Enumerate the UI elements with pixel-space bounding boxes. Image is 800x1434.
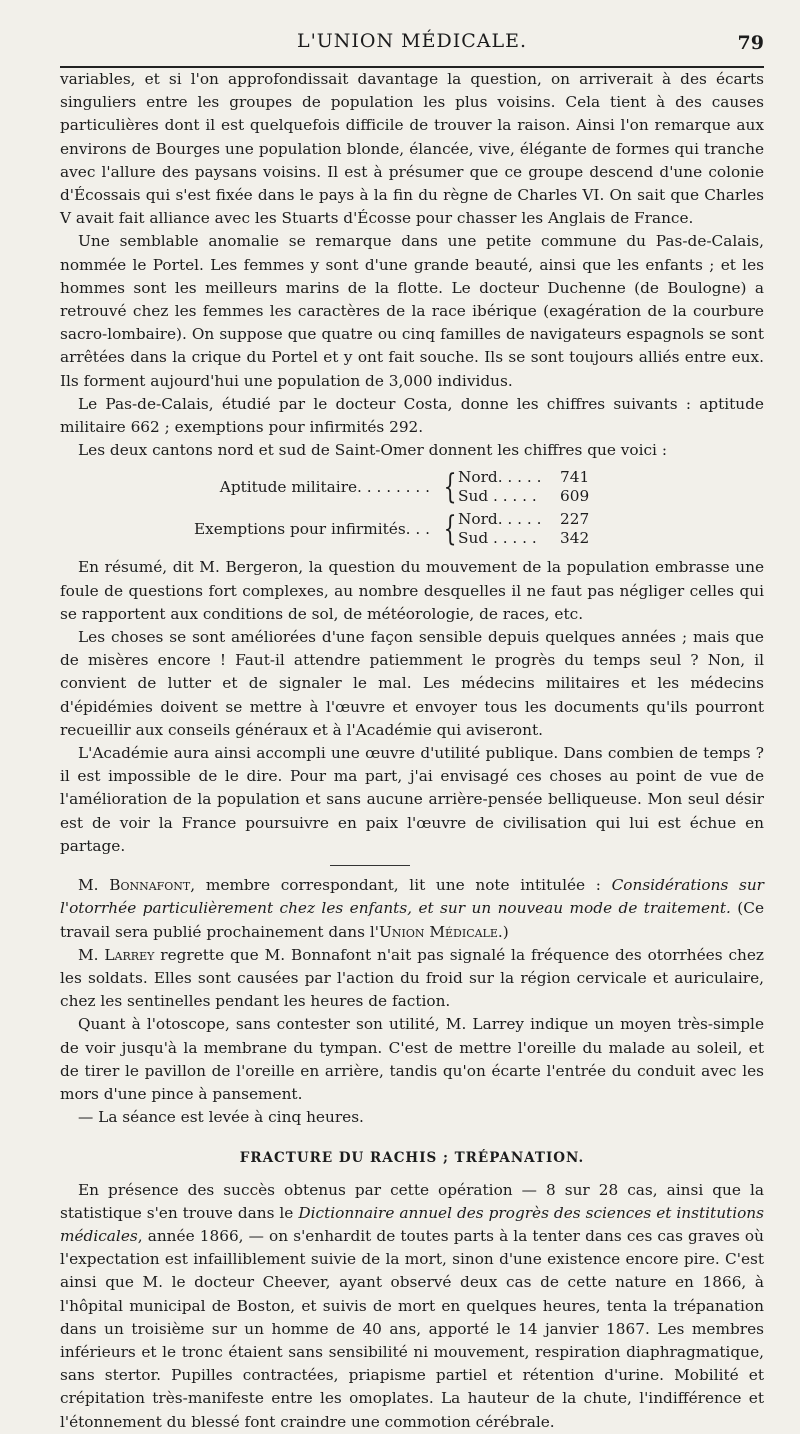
table-row (60, 508, 764, 550)
page-number: 79 (737, 32, 764, 54)
note-title: Considérations sur l'otorrhée particulièrement chez les enfants, et sur un nouveau mode de traitement. (60, 876, 764, 918)
journal-name: Union Médicale (378, 922, 498, 941)
canton-name: Sud . . . . . (458, 529, 537, 548)
canton-value: 227 (560, 510, 590, 529)
row-values (458, 468, 620, 506)
paragraph: — La séance est levée à cinq heures. (78, 1108, 364, 1127)
paragraph-text: membre correspondant, lit une note intitulée : (195, 876, 612, 895)
section-title: FRACTURE DU RACHIS ; TRÉPANATION. (239, 1150, 585, 1167)
statistics-table (60, 466, 764, 550)
paragraph: Le Pas-de-Calais, étudié par le docteur Costa, donne les chiffres suivants : aptitude militaire 662 ; exemptions pour infirmités 292. (60, 394, 764, 437)
row-label: Exemptions pour infirmités. . . (193, 519, 430, 538)
speaker-name: M. Bonnafont, (78, 876, 196, 895)
page-header (60, 0, 764, 68)
paragraph: Les choses se sont améliorées d'une façon sensible depuis quelques années ; mais que de misères encore ! Faut-il attendre patiemment le progrès du temps seul ? Non, il convient de lutter et de signaler le mal. Les médecins militaires et les médecins d'épidémies doivent se mettre à l'œuvre et envoyer tous les documents qu'ils pourront recueillir aux conseils généraux et à l'Académie qui aviseront. (60, 628, 764, 739)
canton-value: 609 (560, 487, 590, 506)
paragraph: Quant à l'otoscope, sans contester son utilité, M. Larrey indique un moyen très-simple de voir jusqu'à la membrane du tympan. C'est de mettre l'oreille du malade au soleil, et de tirer le pavillon de l'oreille en arrière, tandis qu'on écarte l'entrée du conduit avec les mors d'une pince à pansement. (60, 1015, 764, 1103)
running-head: L'UNION MÉDICALE. (296, 30, 528, 52)
paragraph: L'Académie aura ainsi accompli une œuvre d'utilité publique. Dans combien de temps ? il est impossible de le dire. Pour ma part, j'ai envisagé ces choses au point de vue de l'amélioration de la population et sans aucune arrière-pensée belliqueuse. Mon seul désir est de voir la France poursuivre en paix l'œuvre de civilisation qui lui est échue en partage. (60, 744, 764, 855)
paragraph (60, 874, 764, 944)
brace-icon: { (443, 467, 457, 508)
paragraph-text: En présence des succès obtenus par cette opération — 8 sur 28 cas, ainsi que la statistique s'en trouve dans le (60, 1180, 764, 1222)
paragraph (60, 1179, 764, 1434)
paragraph: Les deux cantons nord et sud de Saint-Omer donnent les chiffres que voici : (78, 441, 667, 460)
paragraph: Une semblable anomalie se remarque dans une petite commune du Pas-de-Calais, nommée le Portel. Les femmes y sont d'une grande beauté, ainsi que les enfants ; et les hommes sont les meilleurs marins de la flotte. Le docteur Duchenne (de Boulogne) a retrouvé chez les femmes les caractères de la race ibérique (exagération de la courbure sacro-lombaire). On suppose que quatre ou cinq familles de navigateurs espagnols se sont arrêtées dans la crique du Portel et y ont fait souche. Ils se sont toujours alliés entre eux. Ils forment aujourd'hui une population de 3,000 individus. (60, 232, 764, 390)
paragraph (60, 944, 764, 1014)
paragraph-text: , année 1866, — on s'enhardit de toutes parts à la tenter dans ces cas graves où l'expectation est infailliblement suivie de la mort, sinon d'une existence encore pire. C'est ainsi que M. le docteur Cheever, ayant observé deux cas de cette nature en 1866, à l'hôpital municipal de Boston, et suivis de mort en quelques heures, tenta la trépanation dans un troisième sur un homme de 40 ans, apporté le 14 janvier 1867. Les membres inférieurs et le tronc étaient sans sensibilité ni mouvement, respiration diaphragmatique, sans stertor. Pupilles contractées, priapisme partiel et rétention d'urine. Mobilité et crépitation très-manifeste entre les omoplates. La hauteur de la chute, l'indifférence et l'étonnement du blessé font craindre une commotion cérébrale. (60, 1226, 764, 1431)
paragraph: En résumé, dit M. Bergeron, la question du mouvement de la population embrasse une foule de questions fort complexes, au nombre desquelles il ne faut pas négliger celles qui se rapportent aux conditions de sol, de météorologie, de races, etc. (60, 558, 764, 623)
speaker-name: M. Larrey (78, 945, 155, 964)
paragraph-text: (Ce travail sera publié prochainement dans l' (60, 899, 765, 941)
canton-value: 342 (560, 529, 590, 548)
canton-name: Nord. . . . . (458, 468, 542, 487)
row-label: Aptitude militaire. . . . . . . . (219, 477, 430, 496)
article-body (60, 68, 764, 1434)
cited-work-title: Dictionnaire annuel des progrès des sciences et institutions médicales (60, 1203, 764, 1245)
paragraph-text: regrette que M. Bonnafont n'ait pas signalé la fréquence des otorrhées chez les soldats. Elles sont causées par l'action du froid sur la région cervicale et auriculaire, chez les sentinelles pendant les heures de faction. (60, 945, 764, 1011)
canton-value: 741 (560, 468, 590, 487)
canton-name: Sud . . . . . (458, 487, 537, 506)
paragraph-text: .) (497, 922, 509, 941)
paragraph: variables, et si l'on approfondissait davantage la question, on arriverait à des écarts singuliers entre les groupes de population les plus voisins. Cela tient à des causes particulières dont il est quelquefois difficile de trouver la raison. Ainsi l'on remarque aux environs de Bourges une population blonde, élancée, vive, élégante de formes qui tranche avec l'allure des paysans voisins. Il est à présumer que ce groupe descend d'une colonie d'Écossais qui s'est fixée dans le pays à la fin du règne de Charles VI. On sait que Charles V avait fait alliance avec les Stuarts d'Écosse pour chasser les Anglais de France. (60, 70, 764, 228)
brace-icon: { (443, 509, 457, 550)
header-rule (60, 66, 764, 68)
row-values (458, 510, 620, 548)
canton-name: Nord. . . . . (458, 510, 542, 529)
section-separator (60, 858, 764, 874)
table-row (60, 466, 764, 508)
